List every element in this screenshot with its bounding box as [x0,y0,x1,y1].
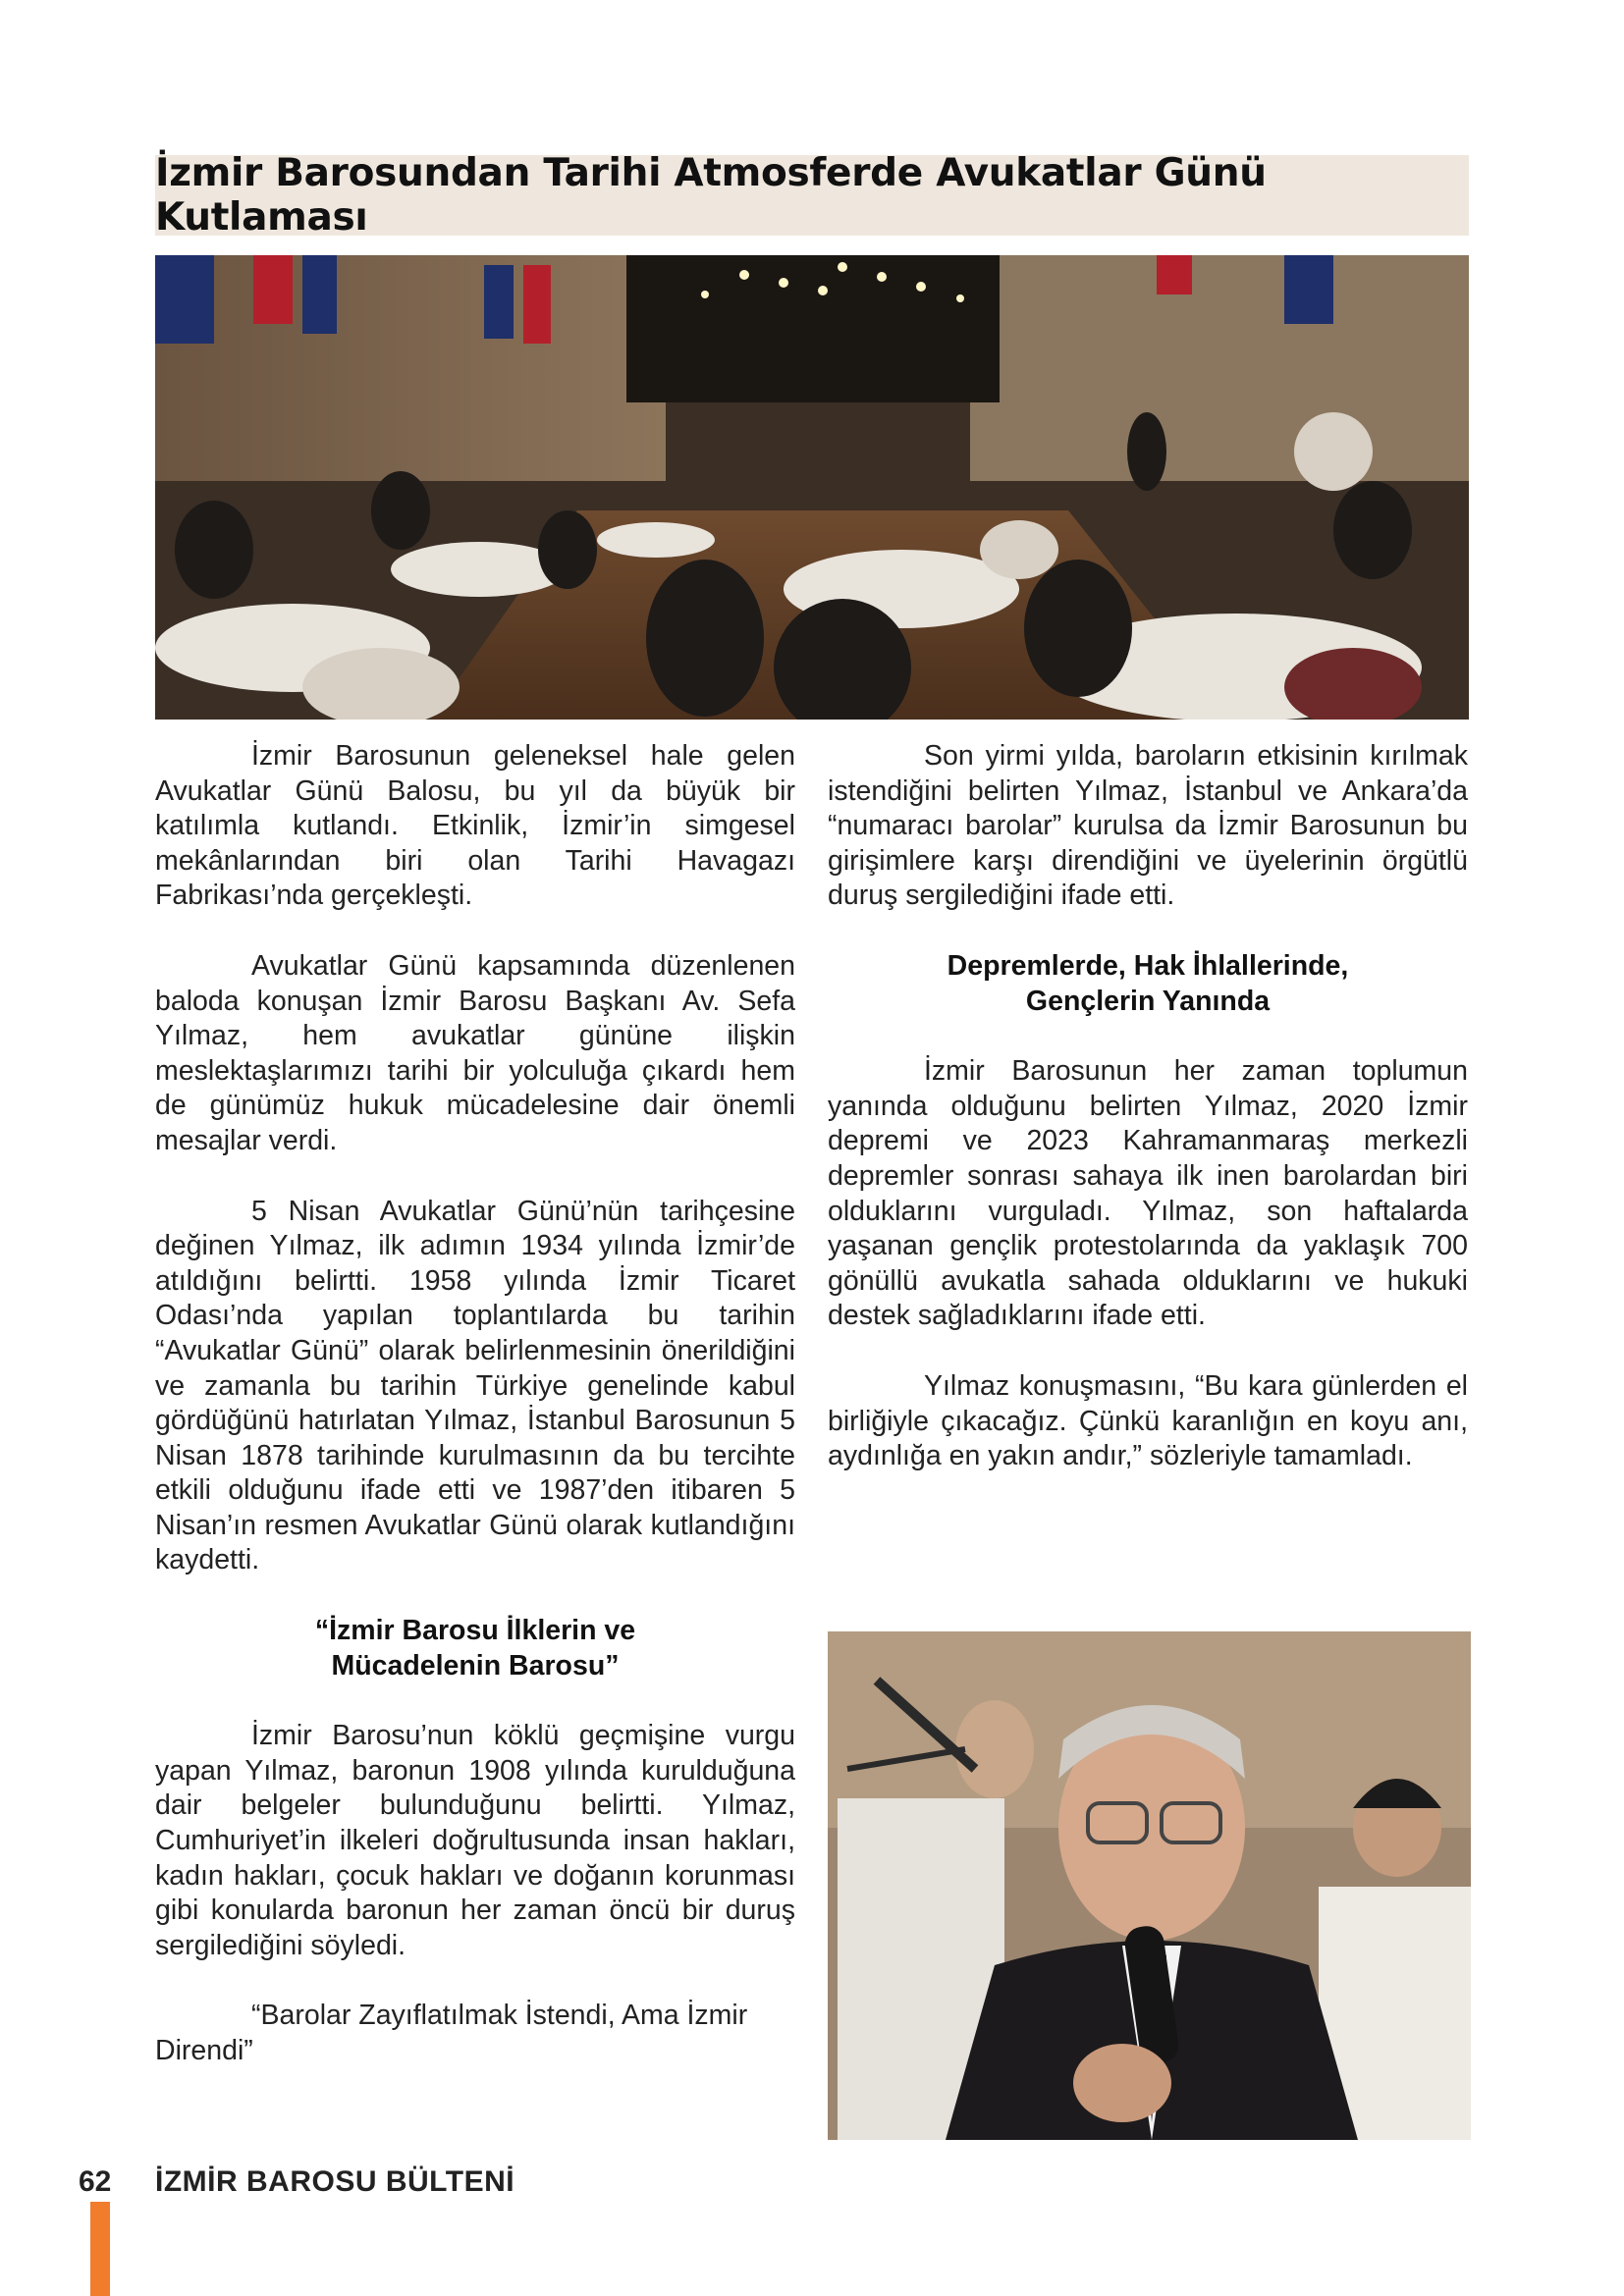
section-heading-line: Depremlerde, Hak İhlallerinde, [947,949,1349,982]
paragraph: İzmir Barosu’nun köklü geçmişine vurgu yapan Yılmaz, baronun 1908 yılında kurulduğuna dair belgeler bulunduğunu belirtti. Yılmaz, Cumhuriyet’in ilkeleri doğrultusunda insan hakları, kadın hakları, çocuk hakları ve doğanın korunması gibi konularda baronun her zaman öncü bir duruş sergilediğini söyledi. [155,1720,795,1961]
speaker-photo [828,1631,1471,2140]
article-title-bar [155,151,1469,240]
left-column [155,739,795,2105]
section-heading [828,949,1468,1019]
gala-dinner-photo [155,255,1469,720]
paragraph: Yılmaz konuşmasını, “Bu kara günlerden el birliğiyle çıkacağız. Çünkü karanlığın en koyu anı, aydınlığa en yakın andır,” sözleriyle tamamladı. [828,1369,1468,1472]
paragraph: Avukatlar Günü kapsamında düzenlenen baloda konuşan İzmir Barosu Başkanı Av. Sefa Yılmaz, hem avukatlar gününe ilişkin meslektaşlarımızı tarihi bir yolculuğa çıkardı hem de günümüz hukuk mücadelesine dair önemli mesajlar verdi. [155,949,795,1156]
section-heading [155,1614,795,1683]
paragraph: 5 Nisan Avukatlar Günü’nün tarihçesine değinen Yılmaz, ilk adımın 1934 yılında İzmir’de atıldığını belirtti. 1958 yılında İzmir Ticaret Odası’nda yapılan toplantılarda bu tarihin “Avukatlar Günü” olarak belirlenmesinin önerildiğini ve zamanla bu tarihin Türkiye genelinde kabul gördüğünü hatırlatan Yılmaz, İstanbul Barosunun 5 Nisan 1878 tarihinde kurulmasının da bu tercihte etkili olduğunu ifade etti ve 1987’den itibaren 5 Nisan’ın resmen Avukatlar Günü olarak kutlandığını kaydetti. [155,1195,795,1576]
paragraph: “Barolar Zayıflatılmak İstendi, Ama İzmir Direndi” [155,2000,748,2066]
publication-name: İZMİR BAROSU BÜLTENİ [155,2165,515,2198]
accent-bar [90,2202,110,2296]
paragraph: Son yirmi yılda, baroların etkisinin kırılmak istendiğini belirten Yılmaz, İstanbul ve Ankara’da “numaracı barolar” kurulsa da İzmir Barosunun bu girişimlere karşı direndiğini ve üyelerinin örgütlü duruş sergilediğini ifade etti. [828,740,1468,912]
right-column [828,739,1468,1510]
page-number: 62 [79,2165,112,2198]
section-heading-line: Mücadelenin Barosu” [331,1649,620,1682]
article-title: İzmir Barosundan Tarihi Atmosferde Avukatlar Günü Kutlaması [155,151,1267,240]
section-heading-line: “İzmir Barosu İlklerin ve [314,1615,636,1647]
paragraph: İzmir Barosunun her zaman toplumun yanında olduğunu belirten Yılmaz, 2020 İzmir depremi ve 2023 Kahramanmaraş merkezli depremler sonrası sahaya ilk inen barolardan biri olduklarını vurguladı. Yılmaz, son haftalarda yaşanan gençlik protestolarında da yaklaşık 700 gönüllü avukatla sahada olduklarını ve hukuki destek sağladıklarını ifade etti. [828,1055,1468,1332]
paragraph: İzmir Barosunun geleneksel hale gelen Avukatlar Günü Balosu, bu yıl da büyük bir katılımla kutlandı. Etkinlik, İzmir’in simgesel mekânlarından biri olan Tarihi Havagazı Fabrikası’nda gerçekleşti. [155,740,795,912]
section-heading-line: Gençlerin Yanında [1025,985,1271,1017]
